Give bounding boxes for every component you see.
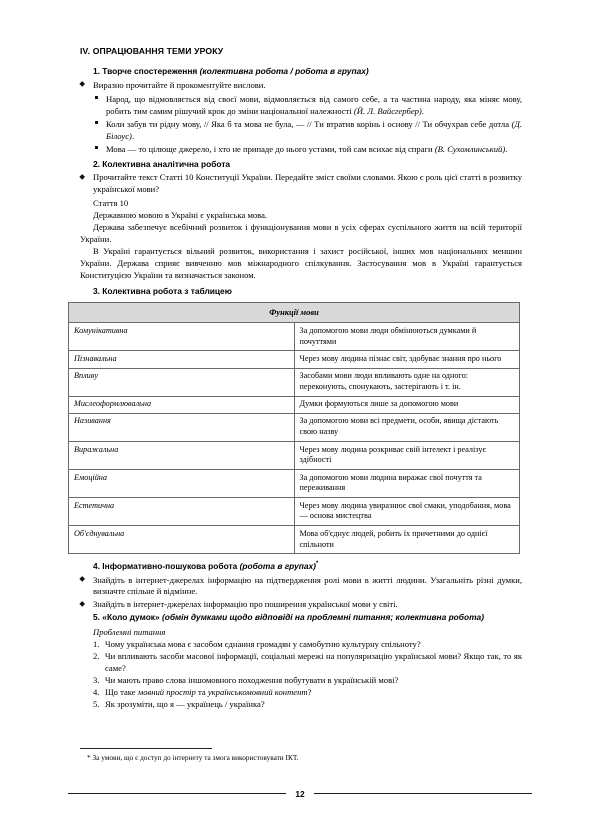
question-number: 5. — [93, 698, 100, 709]
question-text: Як зрозуміти, що я — українець / українка? — [105, 698, 265, 709]
square-bullet-icon — [95, 96, 98, 99]
activity-5-subtitle: Проблемні питання — [93, 626, 166, 637]
list-item — [80, 650, 522, 674]
activity-3-heading: 3. Колективна робота з таблицею — [93, 286, 232, 297]
activity-4-heading — [80, 561, 522, 572]
table-cell-description: За допомогою мови людина виражає свої почуття та переживання — [294, 469, 520, 497]
list-item — [80, 638, 522, 650]
table-row — [69, 526, 520, 554]
diamond-bullet-icon — [79, 174, 85, 180]
question-number: 1. — [93, 638, 100, 649]
quote-item — [80, 118, 522, 142]
table-cell-function: Пізнавальна — [69, 351, 295, 368]
table-title: Функції мови — [69, 302, 520, 323]
question-number: 3. — [93, 674, 100, 685]
footnote-divider — [80, 748, 212, 749]
question-number: 4. — [93, 686, 100, 697]
quote-tail: . — [131, 130, 135, 141]
table-cell-function: Комунікативна — [69, 323, 295, 351]
activity-5-heading-italic: (обмін думками щодо відповіді на проблемні питання; колективна робота) — [161, 612, 484, 623]
table-cell-function: Мислеоформлювальна — [69, 396, 295, 413]
quote-author: (В. Сухомлинський) — [434, 143, 506, 154]
problem-questions-list — [80, 638, 522, 710]
language-functions-table — [68, 302, 520, 554]
table-cell-function: Емоційна — [69, 469, 295, 497]
article-paragraph: Державною мовою в Україні є українська мова. — [93, 210, 268, 221]
list-item — [80, 686, 522, 698]
table-cell-function: Називання — [69, 413, 295, 441]
list-item — [80, 698, 522, 710]
spacer — [80, 554, 522, 561]
table-row — [69, 368, 520, 396]
diamond-bullet-icon — [79, 81, 85, 87]
activity-5-heading-plain: 5. «Коло думок» — [93, 612, 162, 623]
question-text: Що таке — [105, 686, 138, 697]
table-cell-description: Через мову людина увиразнює свої смаки, уподобання, мова — основа мистецтва — [294, 498, 520, 526]
page-footer — [68, 790, 532, 798]
quote-author: (Д. Білоус) — [106, 118, 522, 141]
quote-tail: . — [421, 105, 424, 116]
page-section-heading: IV. ОПРАЦЮВАННЯ ТЕМИ УРОКУ — [80, 46, 224, 56]
article-paragraph: Держава забезпечує всебічний розвиток і функціонування мови в усіх сферах суспільного життя на всій території України. — [80, 222, 522, 245]
table-cell-description: Думки формуються лише за допомогою мови — [294, 396, 520, 413]
question-text: Чи мають право слова іншомовного походження побутувати в українській мові? — [105, 674, 399, 685]
activity-1-heading — [80, 66, 522, 77]
table-cell-function: Об'єднувальна — [69, 526, 295, 554]
footnote-body: За умови, що є доступ до інтернету та змога використовувати ІКТ. — [92, 752, 299, 762]
table-cell-description: За допомогою мови всі предмети, особи, явища дістають свою назву — [294, 413, 520, 441]
activity-2-heading: 2. Колективна аналітична робота — [93, 158, 231, 169]
diamond-bullet-icon — [79, 576, 85, 582]
table-row — [69, 413, 520, 441]
quote-item — [80, 143, 522, 155]
table-row — [69, 396, 520, 413]
table-row — [69, 441, 520, 469]
page-number: 12 — [295, 788, 305, 799]
table-row — [69, 498, 520, 526]
activity-4-bullet-text: Знайдіть в інтернет-джерелах інформацію на підтвердження ролі мови в житті людини. Узагальніть різні думки, визначте спільне й відмінне. — [93, 574, 522, 597]
quote-text: Коли забув ти рідну мову, // Яка б та мова не була, — // Ти втратив корінь і основу // Ти обчухрав себе дотла — [106, 118, 512, 129]
activity-4-bullet-text: Знайдіть в інтернет-джерелах інформацію про поширення української мови у світі. — [93, 599, 398, 610]
activity-1-heading-italic: (колективна робота / робота в групах) — [199, 66, 369, 77]
footnote-marker-inline: * — [87, 752, 91, 762]
activity-1-instruction — [80, 80, 522, 92]
quote-item — [80, 93, 522, 117]
question-text: Чи впливають засоби масової інформації, соціальні мережі на популяризацію української мови? Якщо так, то як саме? — [105, 650, 522, 673]
footer-rule-right — [314, 793, 532, 794]
question-text-2: та — [195, 686, 208, 697]
quote-text: Народ, що відмовляється від своєї мови, відмовляється від самого себе, а та частина народу, яка міняє мову, робить тим самим рішучий крок до зміни національної належності — [106, 93, 522, 116]
article-paragraph: В Україні гарантується вільний розвиток, використання і захист російської, інших мов національних меншин України. Держава сприяє вивченню мов міжнародного спілкування. Застосування мов в Україні гарантується Конституцією України та визначається законом. — [80, 246, 522, 281]
article-title: Стаття 10 — [93, 198, 129, 209]
table-cell-function: Впливу — [69, 368, 295, 396]
table-cell-description: Через мову людина розкриває свій інтелект і реалізує здібності — [294, 441, 520, 469]
activity-1-heading-plain: 1. Творче спостереження — [93, 66, 200, 77]
activity-4-heading-italic: (робота в групах) — [239, 561, 316, 572]
activity-4-bullet — [80, 575, 522, 599]
table-cell-description: Засобами мови люди впливають одне на одного: переконують, спонукають, застерігають і т. ін. — [294, 368, 520, 396]
activity-1-instruction-text: Виразно прочитайте й прокоментуйте вислови. — [93, 79, 266, 90]
quote-tail: . — [505, 143, 508, 154]
activity-4-bullet — [80, 599, 522, 611]
footnote-marker: * — [315, 561, 319, 568]
quote-author: (Й. Л. Вайсгербер) — [353, 105, 422, 116]
question-text: Чому українська мова є засобом єднання громадян у самобутню культурну спільноту? — [105, 638, 421, 649]
square-bullet-icon — [95, 146, 98, 149]
diamond-bullet-icon — [79, 601, 85, 607]
activity-2-instruction — [80, 172, 522, 196]
table-row — [69, 323, 520, 351]
table-header-row — [69, 302, 520, 323]
table-row — [69, 469, 520, 497]
square-bullet-icon — [95, 121, 98, 124]
question-number: 2. — [93, 650, 100, 661]
question-term: мовний простір — [137, 686, 196, 697]
activity-5-heading — [80, 612, 522, 623]
footnote-block — [80, 748, 522, 762]
question-term-2: українськомовний контент — [207, 686, 308, 697]
list-item — [80, 674, 522, 686]
quote-text: Мова — то цілюще джерело, і хто не припаде до нього устами, той сам всихає від спраги — [106, 143, 435, 154]
table-cell-function: Виражальна — [69, 441, 295, 469]
table-cell-function: Естетична — [69, 498, 295, 526]
footnote-text — [80, 753, 522, 762]
question-text-3: ? — [307, 686, 312, 697]
table-cell-description: Через мову людина пізнає світ, здобуває знання про нього — [294, 351, 520, 368]
table-cell-description: Мова об'єднує людей, робить їх причетними до однієї спільноти — [294, 526, 520, 554]
activity-2-instruction-text: Прочитайте текст Статті 10 Конституції України. Передайте зміст своїми словами. Якою є роль цієї статті в розвитку української мови? — [93, 172, 522, 195]
table-row — [69, 351, 520, 368]
activity-4-heading-plain: 4. Інформативно-пошукова робота — [93, 561, 240, 572]
table-cell-description: За допомогою мови люди обмінюються думками й почуттями — [294, 323, 520, 351]
footer-rule-left — [68, 793, 286, 794]
